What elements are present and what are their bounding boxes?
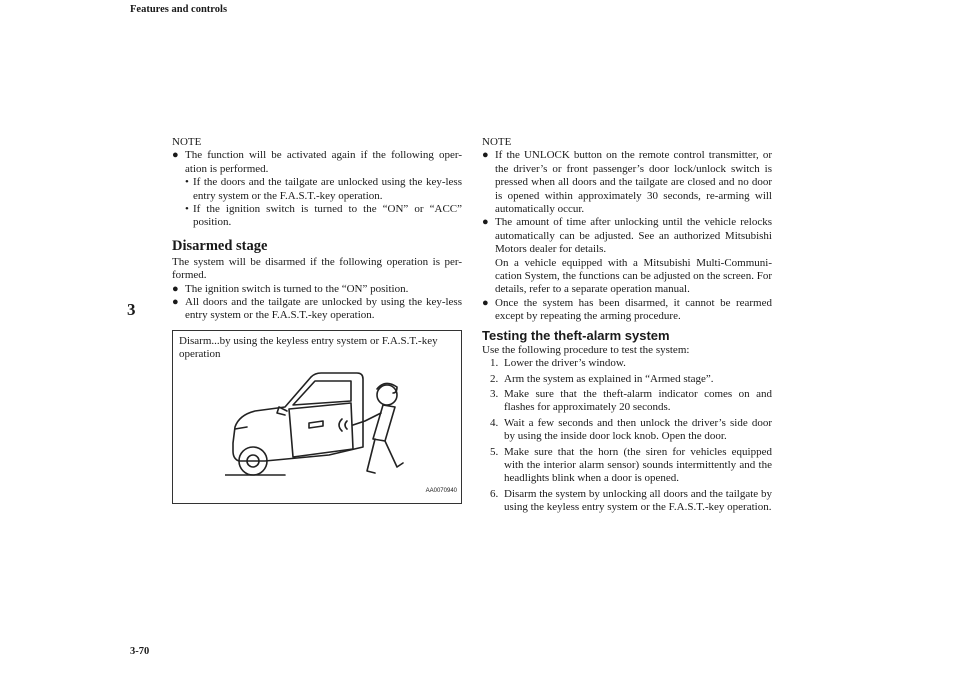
step-text: Make sure that the theft-alarm indicator comes on and flashes for approximately 20 seconds. xyxy=(504,387,772,414)
testing-heading: Testing the theft-alarm system xyxy=(482,327,670,343)
sub-bullet-mark: • xyxy=(185,176,189,189)
disarmed-bullet-text: All doors and the tailgate are unlocked by using the key-less entry system or the F.A.S.T.-key operation. xyxy=(185,296,462,322)
disarmed-bullet-text: The ignition switch is turned to the “ON” position. xyxy=(185,282,409,295)
car-door-illustration xyxy=(225,371,415,481)
bullet-mark: ● xyxy=(482,149,489,162)
note-bullet xyxy=(482,216,772,256)
step-number: 3. xyxy=(490,387,499,400)
bullet-mark: ● xyxy=(482,216,489,229)
step-text: Lower the driver’s window. xyxy=(504,357,626,370)
note-bullet-text: On a vehicle equipped with a Mitsubishi Multi-Communi-cation System, the functions can be adjusted on the screen. For details, refer to a separate operation manual. xyxy=(495,256,772,296)
step-number: 6. xyxy=(490,487,499,500)
figure-code: AA0070940 xyxy=(425,488,457,495)
note-sub-item xyxy=(172,176,462,203)
chapter-tab: 3 xyxy=(127,300,136,319)
note-bullet-continuation xyxy=(482,257,772,297)
disarmed-bullet xyxy=(172,296,462,323)
sub-bullet-mark: • xyxy=(185,203,189,216)
disarmed-stage-heading: Disarmed stage xyxy=(172,237,268,254)
testing-intro: Use the following procedure to test the system: xyxy=(482,343,690,356)
bullet-mark: ● xyxy=(172,282,179,295)
page-number: 3-70 xyxy=(130,646,150,657)
note-sub-text: If the doors and the tailgate are unlocked using the key-less entry system or the F.A.S.T.-key operation. xyxy=(193,176,462,202)
step-number: 2. xyxy=(490,372,499,385)
procedure-step xyxy=(482,488,772,515)
note-bullet-text: The function will be activated again if the following oper-ation is performed. xyxy=(185,149,462,175)
note-bullet xyxy=(482,149,772,216)
note-bullet-text: The amount of time after unlocking until the vehicle relocks automatically can be adjusted. See an authorized Mitsubishi Motors dealer for details. xyxy=(495,216,772,256)
note-label: NOTE xyxy=(172,136,202,148)
step-text: Wait a few seconds and then unlock the driver’s side door by using the inside door lock knob. Open the door. xyxy=(504,416,772,443)
step-text: Make sure that the horn (the siren for vehicles equipped with the interior alarm sensor) sounds intermittently and the headlights blink when a door is opened. xyxy=(504,445,772,485)
left-column xyxy=(172,136,462,504)
figure-caption: Disarm...by using the keyless entry system or F.A.S.T.-key operation xyxy=(179,334,438,361)
procedure-step xyxy=(482,417,772,444)
disarmed-bullet xyxy=(172,283,462,296)
procedure-step xyxy=(482,373,772,386)
step-number: 1. xyxy=(490,357,499,370)
running-header: Features and controls xyxy=(130,4,228,15)
right-column xyxy=(482,136,772,517)
procedure-step xyxy=(482,357,772,370)
note-bullet xyxy=(482,297,772,324)
step-text: Disarm the system by unlocking all doors and the tailgate by using the keyless entry system or the F.A.S.T.-key operation. xyxy=(504,487,772,514)
bullet-mark: ● xyxy=(172,149,179,162)
step-text: Arm the system as explained in “Armed stage”. xyxy=(504,372,714,385)
note-label: NOTE xyxy=(482,136,512,148)
note-bullet-text: If the UNLOCK button on the remote control transmitter, or the driver’s or front passenger’s door lock/unlock switch is pressed when all doors and the tailgate are closed and no door is opened within approximately 30 seconds, re-arming will automatically occur. xyxy=(495,149,772,216)
bullet-mark: ● xyxy=(172,296,179,309)
procedure-step xyxy=(482,446,772,486)
note-bullet xyxy=(172,149,462,176)
procedure-step xyxy=(482,388,772,415)
note-sub-item xyxy=(172,203,462,230)
step-number: 4. xyxy=(490,416,499,429)
disarm-illustration-box xyxy=(172,330,462,504)
step-number: 5. xyxy=(490,445,499,458)
note-bullet-text: Once the system has been disarmed, it cannot be rearmed except by repeating the arming procedure. xyxy=(495,296,772,323)
note-sub-text: If the ignition switch is turned to the “ON” or “ACC” position. xyxy=(193,203,462,229)
disarmed-intro: The system will be disarmed if the following operation is per-formed. xyxy=(172,255,462,282)
bullet-mark: ● xyxy=(482,296,489,309)
